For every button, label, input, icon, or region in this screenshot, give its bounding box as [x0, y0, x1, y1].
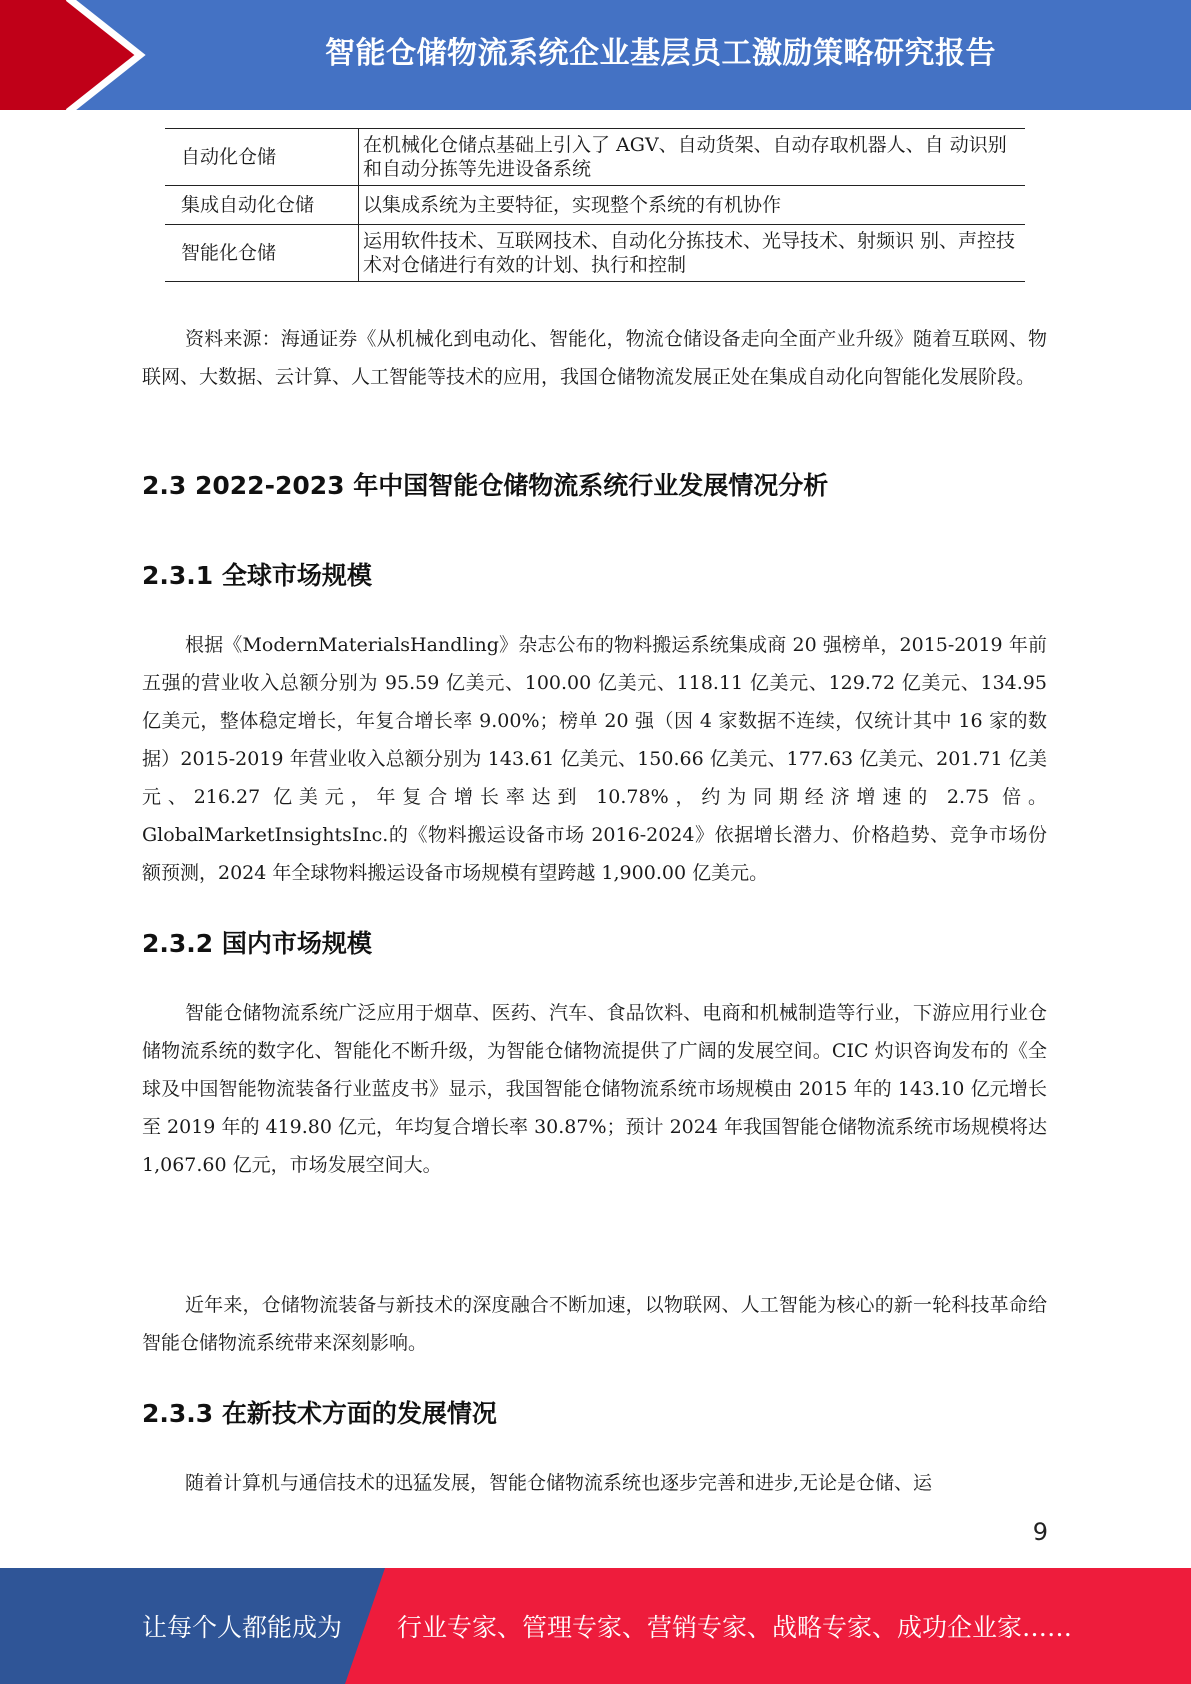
page-footer [0, 1568, 1191, 1684]
footer-slogan-right: 行业专家、管理专家、营销专家、战略专家、成功企业家…… [397, 1613, 1073, 1642]
domestic-market-paragraph: 智能仓储物流系统广泛应用于烟草、医药、汽车、食品饮料、电商和机械制造等行业，下游应用行业仓储物流系统的数字化、智能化不断升级，为智能仓储物流提供了广阔的发展空间。CIC 灼识咨询发布的《全球及中国智能物流装备行业蓝皮书》显示，我国智能仓储物流系统市场规模由 2015 年的 143.10 亿元增长至 2019 年的 419.80 亿元，年均复合增长率 30.87%；预计 2024 年我国智能仓储物流系统市场规模将达 1,067.60 亿元，市场发展空间大。 [142, 1002, 1047, 1176]
warehouse-stage-table [165, 128, 1025, 282]
table-cell-type: 自动化仓储 [165, 129, 359, 186]
footer-slogan-left: 让每个人都能成为 [142, 1613, 343, 1642]
table-cell-desc: 运用软件技术、互联网技术、自动化分拣技术、光导技术、射频识 别、声控技术对仓储进行有效的计划、执行和控制 [363, 230, 1016, 276]
global-market-paragraph: 根据《ModernMaterialsHandling》杂志公布的物料搬运系统集成商 20 强榜单，2015-2019 年前五强的营业收入总额分别为 95.59 亿美元、100.00 亿美元、118.11 亿美元、129.72 亿美元、134.95 亿美元，整体稳定增长，年复合增长率 9.00%；榜单 20 强（因 4 家数据不连续，仅统计其中 16 家的数据）2015-2019 年营业收入总额分别为 143.61 亿美元、150.66 亿美元、177.63 亿美元、201.71 亿美元、216.27 亿美元，年复合增长率达到 10.78%，约为同期经济增速的 2.75 倍。GlobalMarketInsightsInc.的《物料搬运设备市场 2016-2024》依据增长潜力、价格趋势、竞争市场份额预测，2024 年全球物料搬运设备市场规模有望跨越 1,900.00 亿美元。 [142, 634, 1047, 884]
table-cell-desc: 以集成系统为主要特征，实现整个系统的有机协作 [363, 194, 782, 216]
page-number: 9 [1032, 1518, 1048, 1546]
table-row [165, 225, 1025, 282]
section-heading-2-3-1: 2.3.1 全球市场规模 [142, 561, 372, 590]
source-paragraph: 资料来源：海通证券《从机械化到电动化、智能化，物流仓储设备走向全面产业升级》随着互联网、物联网、大数据、云计算、人工智能等技术的应用，我国仓储物流发展正处在集成自动化向智能化发展阶段。 [142, 328, 1047, 388]
table-cell-type: 集成自动化仓储 [165, 186, 359, 225]
table-cell-desc: 在机械化仓储点基础上引入了 AGV、自动货架、自动存取机器人、自 动识别和自动分拣等先进设备系统 [363, 134, 1007, 180]
recent-trends-paragraph: 近年来，仓储物流装备与新技术的深度融合不断加速，以物联网、人工智能为核心的新一轮科技革命给智能仓储物流系统带来深刻影响。 [142, 1294, 1047, 1354]
section-heading-2-3: 2.3 2022-2023 年中国智能仓储物流系统行业发展情况分析 [142, 471, 829, 500]
table-row [165, 186, 1025, 225]
section-heading-2-3-3: 2.3.3 在新技术方面的发展情况 [142, 1399, 497, 1428]
report-title: 智能仓储物流系统企业基层员工激励策略研究报告 [325, 36, 996, 71]
table-row [165, 129, 1025, 186]
table-cell-type: 智能化仓储 [165, 225, 359, 282]
header-arrow-decoration [0, 0, 150, 110]
page-header [0, 0, 1191, 110]
section-heading-2-3-2: 2.3.2 国内市场规模 [142, 929, 372, 958]
new-tech-paragraph: 随着计算机与通信技术的迅猛发展，智能仓储物流系统也逐步完善和进步,无论是仓储、运 [185, 1472, 933, 1494]
